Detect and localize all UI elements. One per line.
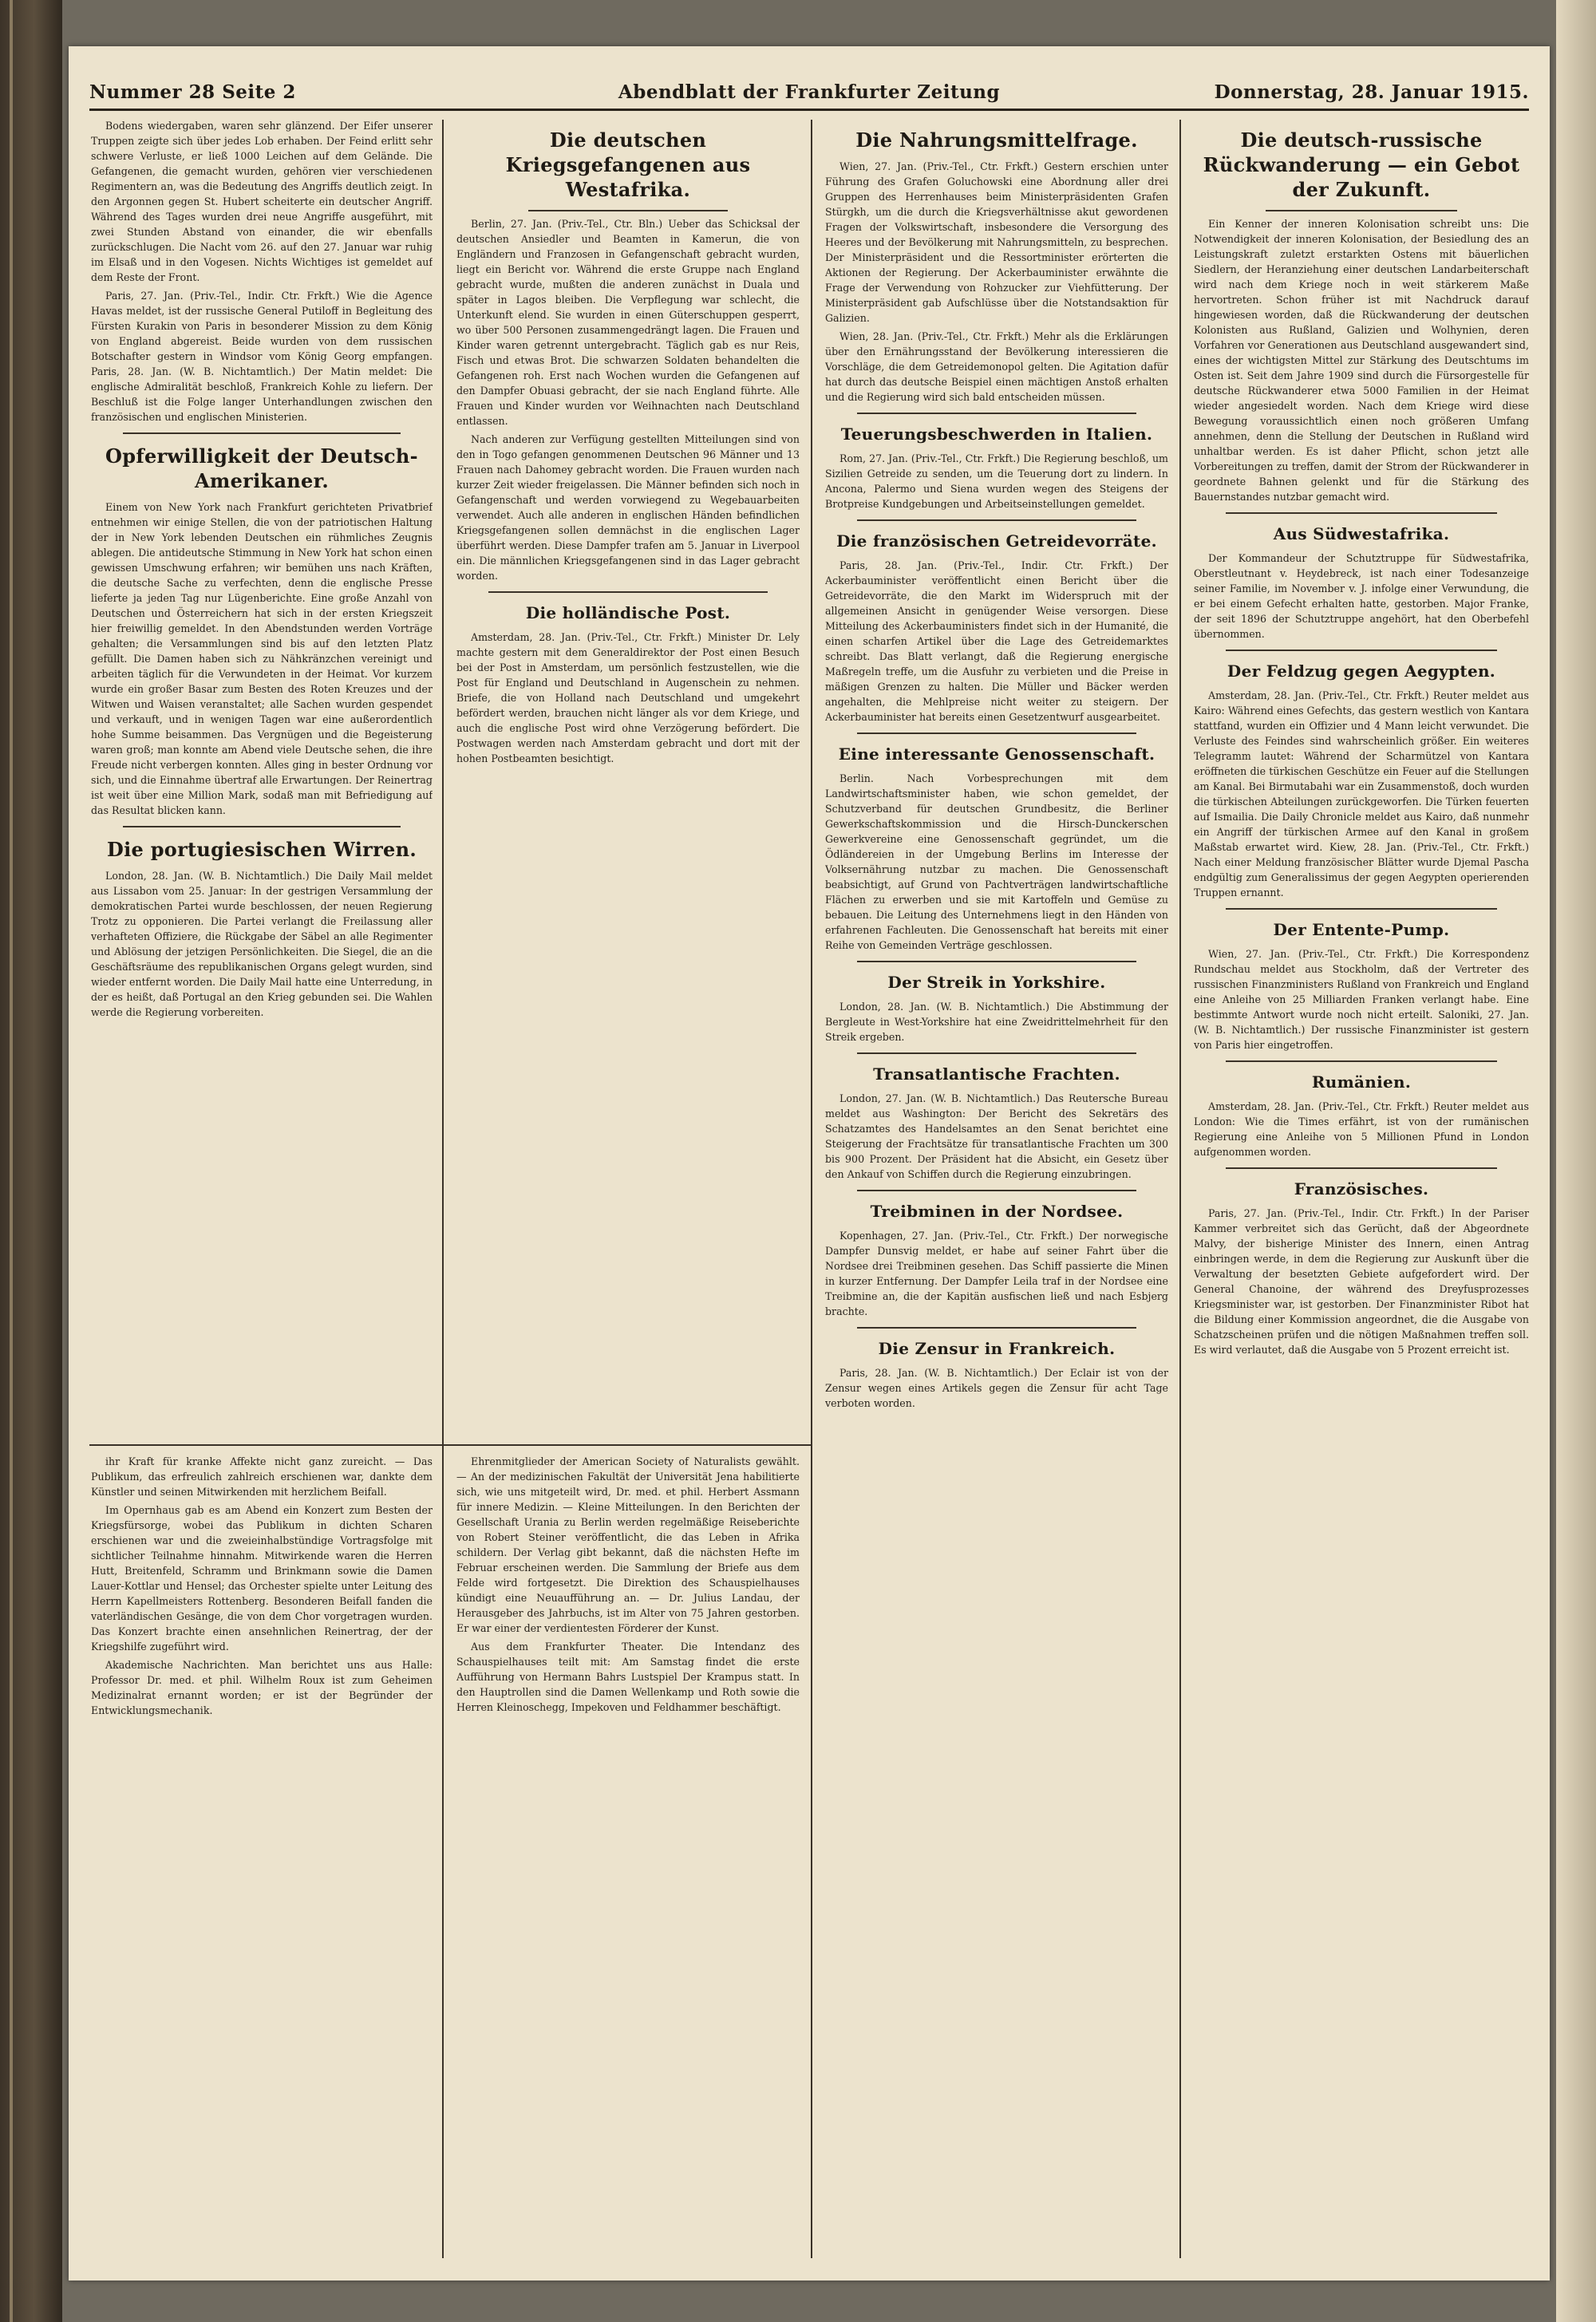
- separator: [857, 1327, 1136, 1329]
- headline-franzoesisches: Französisches.: [1294, 1179, 1429, 1199]
- headline-getreidevorraete: Die französischen Getreidevorräte.: [836, 531, 1157, 551]
- separator: [1226, 1060, 1497, 1062]
- feuilleton-concert-review: Im Opernhaus gab es am Abend ein Konzert zum Besten der Kriegsfürsorge, wobei das Publikum in dichten Scharen erschienen war und die zweieinhalbstündige Vortragsfolge mit sichtlicher Teilnahme hinnahm. Mitwirkende waren die Herren Hutt, Breitenfeld, Schramm und Brinkmann sowie die Damen Lauer-Kottlar und Hensel; das Orchester spielte unter Leitung des Herrn Kapellmeisters Rottenberg. Besonderen Beifall fanden die vaterländischen Gesänge, die von dem Chor vorgetragen wurden. Das Konzert brachte einen ansehnlichen Reinertrag, der der Kriegshilfe zugeführt wird.: [91, 1504, 433, 1653]
- article-body-treibminen: Kopenhagen, 27. Jan. (Priv.-Tel., Ctr. Frkft.) Der norwegische Dampfer Dunsvig meldet, er habe auf seiner Fahrt über die Nordsee drei Treibminen gesehen. Das Schiff passierte die Minen in kurzer Entfernung. Der Dampfer Leila traf in der Nordsee eine Treibmine an, die der Kapitän ausfischen ließ und nach Esbjerg brachte.: [825, 1230, 1168, 1317]
- headline-aegypten: Der Feldzug gegen Aegypten.: [1227, 661, 1496, 681]
- article-body-frachten: London, 27. Jan. (W. B. Nichtamtlich.) Das Reutersche Bureau meldet aus Washington: Der Bericht des Sekretärs des Schatzamtes des Handelsamtes an den Senat berichtet eine Steigerung der Frachtsätze für transatlantische Frachten um 300 bis 900 Prozent. Der Präsident hat die Absicht, ein Gesetz über den Ankauf von Schiffen durch die Regierung einzubringen.: [825, 1092, 1168, 1180]
- headline-rueckwanderung: Die deutsch-russische Rückwanderung — ein Gebot der Zukunft.: [1203, 128, 1520, 201]
- separator: [528, 210, 728, 211]
- separator: [857, 1190, 1136, 1191]
- headline-genossenschaft: Eine interessante Genossenschaft.: [838, 744, 1156, 764]
- issue-date: Donnerstag, 28. Januar 1915.: [1214, 81, 1529, 103]
- column-rule-3: [1179, 120, 1181, 2258]
- article-body-zensur: Paris, 28. Jan. (W. B. Nichtamtlich.) Der Eclair ist von der Zensur wegen eines Artikels gegen die Zensur für acht Tage verboten worden.: [825, 1367, 1168, 1409]
- article-body-kriegsgefangene: Berlin, 27. Jan. (Priv.-Tel., Ctr. Bln.) Ueber das Schicksal der deutschen Ansiedler und Beamten in Kamerun, die von Engländern und Franzosen in Gefangenschaft gebracht wurden, liegt ein Bericht vor. Während die erste Gruppe nach England gebracht wurde, mußten die anderen zunächst in Duala und später in Lagos bleiben. Die Verpflegung war schlecht, die Unterkunft elend. Sie wurden in einen Güterschuppen gesperrt, wo über 500 Personen zusammengedrängt lagen. Die Frauen und Kinder waren getrennt untergebracht. Täglich gab es nur Reis, Fisch und etwas Brot. Die schwarzen Soldaten behandelten die Gefangenen roh. Erst nach Wochen wurden die Gefangenen auf den Dampfer Obuasi gebracht, der sie nach England führte. Alle Frauen und Kinder wurden vor Weihnachten nach Deutschland entlassen.: [456, 218, 800, 427]
- article-body-suedwestafrika: Der Kommandeur der Schutztruppe für Südwestafrika, Oberstleutnant v. Heydebreck, ist nach einer Todesanzeige seiner Familie, im November v. J. infolge einer Verwundung, die er bei einem Gefecht erhalten hatte, gestorben. Major Franke, der seit 1896 der Schutztruppe angehört, hat den Oberbefehl übernommen.: [1194, 552, 1529, 640]
- article-body-getreidevorraete: Paris, 28. Jan. (Priv.-Tel., Indir. Ctr. Frkft.) Der Ackerbauminister veröffentlicht einen Bericht über die Getreidevorräte, die den Markt im Widerspruch mit der allgemeinen Ansicht in genügender Weise versorgen. Diese Mitteilung des Ackerbauministers findet sich in der Humanité, die einen scharfen Artikel über die Lage des Getreidemarktes schreibt. Das Blatt verlangt, daß die Regierung energische Maßregeln treffe, um die Ausfuhr zu verbieten und die Preise in mäßigen Grenzen zu halten. Die Müller und Bäcker werden angehalten, die Mehlpreise nicht weiter zu steigern. Der Ackerbauminister hat bereits einen Gesetzentwurf ausgearbeitet.: [825, 559, 1168, 723]
- headline-treibminen: Treibminen in der Nordsee.: [870, 1202, 1124, 1221]
- feuilleton-text: ihr Kraft für kranke Affekte nicht ganz zureicht. — Das Publikum, das erfreulich zahlreich erschienen war, dankte dem Künstler und seinen Mitwirkenden mit herzlichem Beifall.: [91, 1455, 433, 1498]
- column-rule-1: [442, 120, 444, 2258]
- headline-italien: Teuerungsbeschwerden in Italien.: [840, 425, 1153, 444]
- article-body-portugal: London, 28. Jan. (W. B. Nichtamtlich.) Die Daily Mail meldet aus Lissabon vom 25. Januar: In der gestrigen Versammlung der demokratischen Partei wurde beschlossen, der neuen Regierung Trotz zu opponieren. Die Partei verlangt die Freilassung aller verhafteten Offiziere, die Rückgabe der Säbel an alle Regimenter und Ablösung der jetzigen Persönlichkeiten. Die Siegel, die an die Geschäftsräume des republikanischen Organs gelegt wurden, sind wieder entfernt worden. Die Daily Mail hatte eine Unterredung, in der es heißt, daß Portugal an den Krieg gebunden sei. Die Wahlen werde die Regierung vorbereiten.: [91, 870, 433, 1018]
- article-body-yorkshire: London, 28. Jan. (W. B. Nichtamtlich.) Die Abstimmung der Bergleute in West-Yorkshire hat eine Zweidrittelmehrheit für den Streik ergeben.: [825, 1001, 1168, 1043]
- headline-yorkshire: Der Streik in Yorkshire.: [887, 973, 1106, 992]
- feuilleton-academic-news: Akademische Nachrichten. Man berichtet uns aus Halle: Professor Dr. med. et phil. Wilhelm Roux ist zum Geheimen Medizinalrat ernannt worden; er ist der Begründer der Entwicklungsmechanik.: [91, 1659, 433, 1716]
- headline-kriegsgefangene: Die deutschen Kriegsgefangenen aus Westafrika.: [505, 128, 751, 201]
- headline-nahrungsmittelfrage: Die Nahrungsmittelfrage.: [855, 128, 1138, 152]
- headline-hollaendische-post: Die holländische Post.: [525, 603, 731, 622]
- separator: [123, 826, 401, 827]
- feuilleton-rule: [89, 1444, 811, 1446]
- feuilleton-notes: Ehrenmitglieder der American Society of Naturalists gewählt. — An der medizinischen Fakultät der Universität Jena habilitierte sich, wie uns mitgeteilt wird, Dr. med. et phil. Herbert Assmann für innere Medizin. — Kleine Mitteilungen. In den Berichten der Gesellschaft Urania zu Berlin werden regelmäßige Reiseberichte von Robert Steiner veröffentlicht, die das Leben in Afrika schildern. Der Verlag gibt bekannt, daß die nächsten Hefte im Februar erscheinen werden. Die Sammlung der Briefe aus dem Felde wird fortgesetzt. Die Direktion des Schauspielhauses kündigt eine Neuaufführung an. — Dr. Julius Landau, der Herausgeber des Jahrbuchs, ist im Alter von 75 Jahren gestorben. Er war einer der verdientesten Förderer der Kunst.: [456, 1455, 800, 1634]
- article-body-nahrungsmittel-2: Wien, 28. Jan. (Priv.-Tel., Ctr. Frkft.) Mehr als die Erklärungen über den Ernährungsstand der Bevölkerung interessieren die Vorschläge, die dem Getreidemonopol gelten. Die Agitation dafür hat durch das deutsche Beispiel einen mächtigen Anstoß erhalten und die Regierung wird sich bald entscheiden müssen.: [825, 330, 1168, 403]
- headline-entente-pump: Der Entente-Pump.: [1273, 920, 1450, 939]
- headline-zensur: Die Zensur in Frankreich.: [878, 1339, 1116, 1358]
- column-4: [1194, 118, 1529, 2257]
- article-body-hollaendische-post: Amsterdam, 28. Jan. (Priv.-Tel., Ctr. Frkft.) Minister Dr. Lely machte gestern mit dem Generaldirektor der Post einen Besuch bei der Post in Amsterdam, um persönlich festzustellen, wie die Post für England und Deutschland in Augenschein zu nehmen. Briefe, die von Holland nach Deutschland und umgekehrt befördert werden, brauchen nicht länger als vor dem Kriege, und auch die englische Post wird ohne Verzögerung befördert. Die Postwagen werden nach Amsterdam gebracht und dort mit der hohen Postbeamten besichtigt.: [456, 631, 800, 764]
- headline-portugal: Die portugiesischen Wirren.: [106, 838, 417, 861]
- article-body-genossenschaft: Berlin. Nach Vorbesprechungen mit dem Landwirtschaftsminister haben, wie schon gemeldet, der Schutzverband für deutschen Grundbesitz, die Berliner Gewerkschaftskommission und die Hirsch-Dunckerschen Gewerkvereine eine Genossenschaft gegründet, um die Ödländereien in der Umgebung Berlins im Interesse der Volksernährung nutzbar zu machen. Die Genossenschaft beabsichtigt, auf Grund von Pachtverträgen landwirtschaftliche Flächen zu erwerben und sie mit Kartoffeln und Gemüse zu bebauen. Die Leitung des Unternehmens liegt in den Händen von erfahrenen Fachleuten. Die Genossenschaft hat bereits mit einer Reihe von Gemeinden Verträge geschlossen.: [825, 772, 1168, 951]
- binding-stripe: [10, 0, 13, 2322]
- article-body-nahrungsmittel: Wien, 27. Jan. (Priv.-Tel., Ctr. Frkft.) Gestern erschien unter Führung des Grafen Goluchowski eine Abordnung aller drei Gruppen des Herrenhauses beim Ministerpräsidenten Grafen Stürgkh, um die durch die Kriegsverhältnisse akut gewordenen Fragen der Volkswirtschaft, insbesondere die Versorgung des Heeres und der Bevölkerung mit Nahrungsmitteln, zu besprechen. Der Ministerpräsident und die Ressortminister erörterten die Aktionen der Regierung. Der Ackerbauminister erwähnte die Frage der Verwendung von Rohzucker zur Viehfütterung. Der Ministerpräsident gab Aufschlüsse über die Notstandsaktion für Galizien.: [825, 160, 1168, 324]
- article-body-aegypten: Amsterdam, 28. Jan. (Priv.-Tel., Ctr. Frkft.) Reuter meldet aus Kairo: Während eines Gefechts, das gestern westlich von Kantara stattfand, wurden ein Offizier und 4 Mann leicht verwundet. Die Verluste des Feindes sind wahrscheinlich größer. Ein weiteres Telegramm lautet: Während der Scharmützel von Kantara eröffneten die türkischen Geschütze ein Feuer auf die Stellungen am Kanal. Bei Birmutabahi war ein Zusammenstoß, doch wurden die türkischen Abteilungen zurückgeworfen. Die Türken feuerten auf Ismailia. Die Daily Chronicle meldet aus Kairo, daß nunmehr ein Angriff der türkischen Armee auf den Kanal in großem Maßstab erwartet wird. Kiew, 28. Jan. (Priv.-Tel., Ctr. Frkft.) Nach einer Meldung französischer Blätter wurde Djemal Pascha endgültig zum Generalissimus der gegen Aegypten operierenden Truppen ernannt.: [1194, 689, 1529, 898]
- article-body-franzoesisches: Paris, 27. Jan. (Priv.-Tel., Indir. Ctr. Frkft.) In der Pariser Kammer verbreitet sich das Gerücht, daß der Abgeordnete Malvy, der bisherige Minister des Innern, einen Antrag einbringen werde, in dem die Regierung zur Auskunft über die Verwaltung der besetzten Gebiete aufgefordert wird. Der General Chanoine, der während des Dreyfusprozesses Kriegsminister war, ist gestorben. Der Finanzminister Ribot hat die Bildung einer Kommission angeordnet, die die Ausgabe von Schatzscheinen prüfen und die nötigen Maßnahmen treffen soll. Es wird verlautet, daß die Ausgabe von 5 Prozent erreicht ist.: [1194, 1207, 1529, 1356]
- headline-suedwestafrika: Aus Südwestafrika.: [1273, 524, 1450, 543]
- separator: [1226, 650, 1497, 651]
- separator: [123, 432, 401, 434]
- separator: [1226, 1167, 1497, 1169]
- column-1: [91, 118, 433, 1439]
- headline-deutsch-amerikaner: Opferwilligkeit der Deutsch-Amerikaner.: [105, 444, 418, 492]
- separator: [857, 413, 1136, 414]
- separator: [857, 1052, 1136, 1054]
- separator: [857, 519, 1136, 521]
- page-number: Nummer 28 Seite 2: [89, 81, 296, 103]
- separator: [1226, 512, 1497, 514]
- separator: [857, 961, 1136, 962]
- column-3: [825, 118, 1168, 2257]
- book-binding: [0, 0, 62, 2322]
- article-body-italien: Rom, 27. Jan. (Priv.-Tel., Ctr. Frkft.) Die Regierung beschloß, um Sizilien Getreide zu senden, um die Teuerung dort zu lindern. In Ancona, Palermo und Siena wurden wegen des Steigens der Brotpreise Kundgebungen und Arbeitseinstellungen gemeldet.: [825, 452, 1168, 510]
- article-body-rueckwanderung: Ein Kenner der inneren Kolonisation schreibt uns: Die Notwendigkeit der inneren Kolonisation, der Besiedlung des an Leistungskraft zuletzt erstarkten Ostens mit bäuerlichen Siedlern, der Heranziehung einer deutschen Landarbeiterschaft wird nach dem Kriege noch in weit stärkerem Maße hervortreten. Schon früher ist mit Nachdruck darauf hingewiesen worden, daß die Rückwanderung der deutschen Kolonisten aus Rußland, Galizien und Wolhynien, deren Vorfahren vor Generationen aus Deutschland ausgewandert sind, eines der wichtigsten Mittel zur Stärkung des Deutschtums im Osten ist. Seit dem Jahre 1909 sind durch die Fürsorgestelle für deutsche Rückwanderer etwa 5000 Familien in der Heimat wieder angesiedelt worden. Nach dem Kriege wird diese Bewegung voraussichtlich einen noch größeren Umfang annehmen, denn die Stellung der Deutschen in Rußland wird unhaltbar werden. Es ist daher Pflicht, schon jetzt alle Vorbereitungen zu treffen, damit der Strom der Rückwanderer in geordnete Bahnen gelenkt und für die Stärkung des Bauernstandes nutzbar gemacht wird.: [1194, 218, 1529, 503]
- column-2: [456, 118, 800, 1439]
- article-paris-report: Paris, 27. Jan. (Priv.-Tel., Indir. Ctr. Frkft.) Wie die Agence Havas meldet, ist der russische General Putiloff in Begleitung des Fürsten Kurakin von Paris in besonderer Mission zu dem König von England abgereist. Beide wurden von dem russischen Botschafter gestern in Windsor vom König Georg empfangen. Paris, 28. Jan. (W. B. Nichtamtlich.) Der Matin meldet: Die englische Admiralität beschloß, Frankreich Kohle zu liefern. Der Beschluß ist die Folge langer Unterhandlungen zwischen den französischen und englischen Ministerien.: [91, 290, 433, 423]
- feuilleton-theater: Aus dem Frankfurter Theater. Die Intendanz des Schauspielhauses teilt mit: Am Samstag findet die erste Aufführung von Hermann Bahrs Lustspiel Der Krampus statt. In den Hauptrollen sind die Damen Wellenkamp und Roth sowie die Herren Kleinoschegg, Impekoven und Feldhammer beschäftigt.: [456, 1641, 800, 1713]
- feuilleton-column-2: [456, 1454, 800, 2252]
- separator: [1266, 210, 1457, 211]
- article-body-kriegsgefangene-2: Nach anderen zur Verfügung gestellten Mitteilungen sind von den in Togo gefangen genommenen Deutschen 96 Männer und 13 Frauen nach Dahomey gebracht worden. Die Frauen wurden nach kurzer Zeit wieder freigelassen. Die Männer befinden sich noch in Gefangenschaft und werden vorwiegend zu Wegebauarbeiten verwendet. Auch alle anderen in englischen Händen befindlichen Kriegsgefangenen sollen demnächst in die englischen Lager überführt werden. Diese Dampfer trafen am 5. Januar in Liverpool ein. Die männlichen Kriegsgefangenen sind in das Lager gebracht worden.: [456, 433, 800, 582]
- feuilleton-column-1: [91, 1454, 433, 2252]
- article-body-deutsch-amerikaner: Einem von New York nach Frankfurt gerichteten Privatbrief entnehmen wir einige Stellen, die von der patriotischen Haltung der in New York lebenden Deutschen ein rühmliches Zeugnis ablegen. Die antideutsche Stimmung in New York hat schon einen gewissen Umschwung erfahren; wir bemühen uns nach Kräften, die deutsche Sache zu verfechten, denn die englische Presse lieferte ja jeden Tag nur Lügenberichte. Eine große Anzahl von Deutschen und Österreichern hat sich in der ersten Kriegszeit hier freiwillig gemeldet. In den Abendstunden werden Vorträge gehalten; die Versammlungen sind bis auf den letzten Platz gefüllt. Die Damen haben sich zu Nähkränzchen vereinigt und arbeiten täglich für die Verwundeten in der Heimat. Vor kurzem wurde ein großer Basar zum Besten des Roten Kreuzes und der Witwen und Waisen veranstaltet; alle Sachen wurden gespendet und verkauft, und in wenigen Tagen war eine außerordentlich hohe Summe beisammen. Das Vergnügen und die Begeisterung waren groß; man konnte am Abend viele Deutsche sehen, die ihre Freude nicht verbergen konnten. Alles ging in bester Ordnung vor sich, und die Einnahme übertraf alle Erwartungen. Der Reinertrag ist weit über eine Million Mark, sodaß man mit Befriedigung auf das Resultat blicken kann.: [91, 501, 433, 816]
- next-page-edge: [1556, 0, 1596, 2322]
- newspaper-title: Abendblatt der Frankfurter Zeitung: [618, 81, 1001, 103]
- separator: [488, 591, 768, 593]
- article-body-rumaenien: Amsterdam, 28. Jan. (Priv.-Tel., Ctr. Frkft.) Reuter meldet aus London: Wie die Times erfährt, ist von der rumänischen Regierung eine Anleihe von 5 Millionen Pfund in London aufgenommen worden.: [1194, 1100, 1529, 1158]
- column-rule-2: [811, 120, 812, 2258]
- article-continuation: Bodens wiedergaben, waren sehr glänzend. Der Eifer unserer Truppen zeigte sich über jedes Lob erhaben. Der Feind erlitt sehr schwere Verluste, er ließ 1000 Leichen auf dem Gelände. Die Gefangenen, die gemacht wurden, gehören vier verschiedenen Regimentern an, was die Bedeutung des Angriffs deutlich zeigt. In den Argonnen gegen St. Hubert scheiterte ein deutscher Angriff. Während des Tages wurden drei neue Angriffe ausgeführt, mit zwei Stunden Abstand von einander, die wir ebenfalls zurückschlugen. Die Nacht vom 26. auf den 27. Januar war ruhig im Elsaß und in den Vogesen. Nichts Wichtiges ist gemeldet auf dem Reste der Front.: [91, 120, 433, 283]
- masthead: [89, 80, 1529, 111]
- separator: [1226, 908, 1497, 910]
- headline-rumaenien: Rumänien.: [1311, 1072, 1412, 1092]
- headline-frachten: Transatlantische Frachten.: [873, 1064, 1120, 1084]
- article-body-entente-pump: Wien, 27. Jan. (Priv.-Tel., Ctr. Frkft.) Die Korrespondenz Rundschau meldet aus Stockholm, daß der Vertreter des russischen Finanzministers Rußland von Frankreich und England eine Anleihe von 25 Milliarden Franken verlangt habe. Eine bestimmte Antwort wurde noch nicht erteilt. Saloniki, 27. Jan. (W. B. Nichtamtlich.) Der russische Finanzminister ist gestern von Paris hier eingetroffen.: [1194, 948, 1529, 1051]
- separator: [857, 733, 1136, 734]
- newspaper-page: [69, 46, 1550, 2281]
